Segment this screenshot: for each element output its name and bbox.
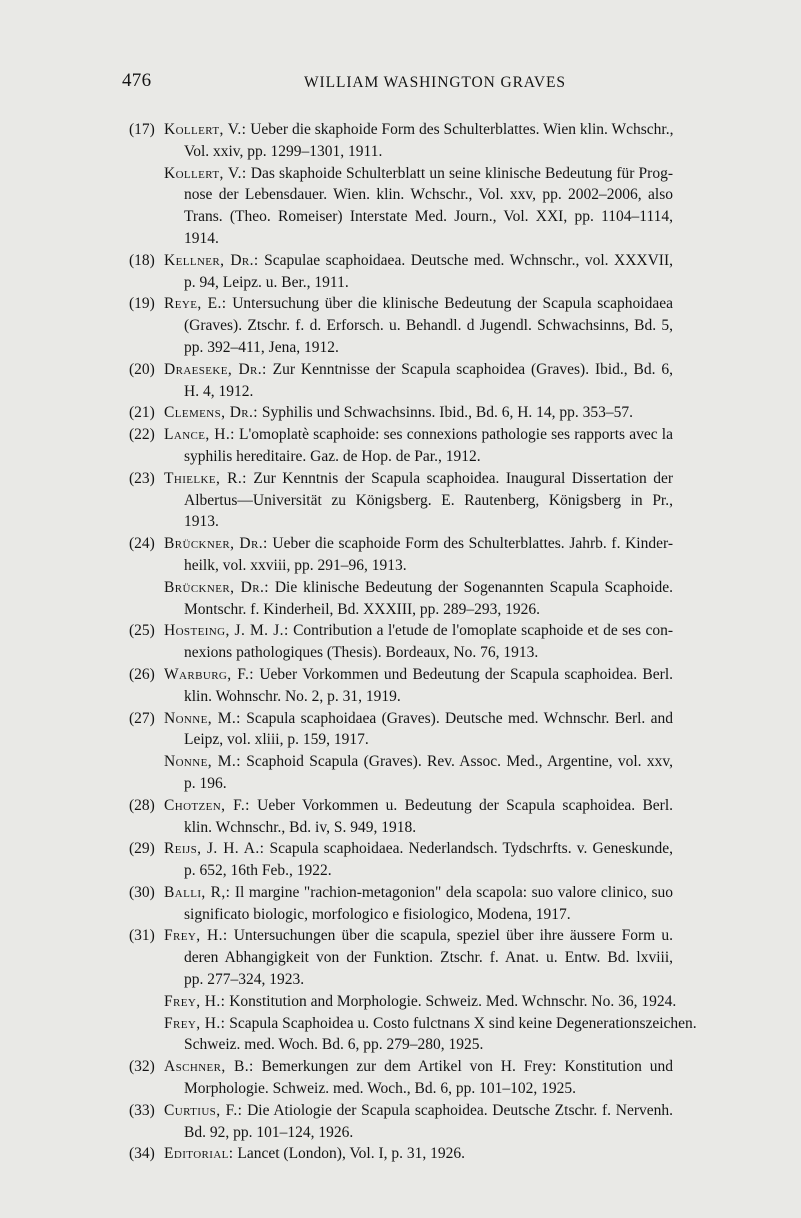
reference-first-line	[164, 1143, 673, 1165]
reference-number: (18)	[129, 251, 155, 269]
reference-author: Curtius, F.:	[164, 1101, 243, 1119]
reference-continuation: 1914.	[184, 229, 219, 247]
reference-continuation: (Graves). Ztschr. f. d. Erforsch. u. Behandl. d Jugendl. Schwachsinns, Bd. 5,	[184, 317, 673, 335]
reference-author: Clemens, Dr.:	[164, 404, 259, 422]
reference-entry	[129, 795, 673, 839]
reference-first-line	[164, 838, 673, 860]
reference-first-line	[164, 751, 673, 773]
reference-continuation: Montschr. f. Kinderheil, Bd. XXXIII, pp. 289–293, 1926.	[184, 600, 541, 618]
reference-first-line	[164, 424, 673, 446]
reference-number: (24)	[129, 535, 155, 553]
reference-continuation: 1913.	[184, 513, 219, 531]
reference-text: Ueber Vorkommen und Bedeutung der Scapula scaphoidea. Berl.	[259, 665, 673, 683]
reference-entry	[129, 1143, 673, 1165]
reference-author: Lance, H.:	[164, 426, 235, 444]
reference-first-line	[164, 1100, 673, 1122]
reference-text: Scapulae scaphoidaea. Deutsche med. Wchnschr., vol. XXXVII,	[264, 251, 674, 269]
reference-author: Brückner, Dr.:	[164, 535, 268, 553]
reference-text: Bemerkungen zur dem Artikel von H. Frey: Konstitution und	[261, 1058, 674, 1076]
reference-entry	[129, 708, 673, 752]
reference-continuation: Trans. (Theo. Romeiser) Interstate Med. Journ., Vol. XXI, pp. 1104–1114,	[184, 208, 673, 226]
reference-entry	[129, 533, 673, 577]
reference-continuation: klin. Wohnschr. No. 2, p. 31, 1919.	[184, 687, 401, 705]
reference-first-line	[164, 1013, 697, 1035]
reference-continuation: H. 4, 1912.	[184, 382, 254, 400]
reference-author: Kollert, V.:	[164, 121, 247, 138]
reference-number: (32)	[129, 1058, 155, 1076]
reference-first-line	[164, 708, 673, 730]
reference-entry	[129, 751, 673, 795]
reference-entry	[129, 359, 673, 403]
reference-continuation: Schweiz. med. Woch. Bd. 6, pp. 279–280, 1925.	[184, 1036, 484, 1054]
reference-entry	[129, 620, 673, 664]
reference-text: Scaphoid Scapula (Graves). Rev. Assoc. Med., Argentine, vol. xxv,	[246, 753, 673, 771]
reference-first-line	[164, 991, 677, 1013]
reference-text: Scapula scaphoidaea. Nederlandsch. Tydschrfts. v. Geneskunde,	[269, 840, 674, 858]
reference-continuation: p. 652, 16th Feb., 1922.	[184, 862, 332, 880]
reference-author: Reijs, J. H. A.:	[164, 840, 265, 858]
reference-text: Zur Kenntnisse der Scapula scaphoidea (Graves). Ibid., Bd. 6,	[272, 360, 674, 378]
reference-author: Frey, H.:	[164, 992, 226, 1010]
reference-number: (17)	[129, 121, 155, 138]
reference-text: Ueber Vorkommen u. Bedeutung der Scapula scaphoidea. Berl.	[257, 796, 674, 814]
reference-entry	[129, 1056, 673, 1100]
reference-entry	[129, 468, 673, 533]
reference-text: Untersuchung über die klinische Bedeutung der Scapula scaphoidaea	[232, 295, 673, 313]
reference-continuation: heilk, vol. xxviii, pp. 291–96, 1913.	[184, 556, 407, 574]
reference-number: (20)	[129, 360, 155, 378]
reference-first-line	[164, 468, 673, 490]
reference-text: Lancet (London), Vol. I, p. 31, 1926.	[237, 1145, 465, 1163]
reference-first-line	[164, 402, 673, 424]
reference-first-line	[164, 533, 673, 555]
reference-continuation: p. 94, Leipz. u. Ber., 1911.	[184, 273, 349, 291]
reference-entry	[129, 1100, 673, 1144]
reference-entry	[129, 250, 673, 294]
page-header	[122, 70, 656, 94]
reference-author: Editorial:	[164, 1145, 234, 1163]
reference-entry	[129, 402, 673, 424]
reference-text: Ueber die skaphoide Form des Schulterblattes. Wien klin. Wchschr.,	[250, 121, 674, 138]
reference-author: Warburg, F.:	[164, 665, 255, 683]
reference-continuation: klin. Wchnschr., Bd. iv, S. 949, 1918.	[184, 818, 417, 836]
reference-author: Reye, E.:	[164, 295, 227, 313]
reference-continuation: Vol. xxiv, pp. 1299–1301, 1911.	[184, 142, 383, 160]
reference-number: (26)	[129, 665, 155, 683]
reference-entry	[129, 577, 673, 621]
reference-number: (31)	[129, 927, 155, 945]
reference-first-line	[164, 882, 673, 904]
reference-continuation: Leipz, vol. xliii, p. 159, 1917.	[184, 731, 369, 749]
reference-number: (22)	[129, 426, 155, 444]
reference-text: Die klinische Bedeutung der Sogenannten Scapula Scaphoide.	[274, 578, 674, 596]
reference-author: Nonne, M.:	[164, 753, 241, 771]
reference-number: (19)	[129, 295, 155, 313]
reference-text: Die Atiologie der Scapula scaphoidea. Deutsche Ztschr. f. Nervenh.	[247, 1101, 674, 1119]
reference-number: (34)	[129, 1145, 155, 1163]
reference-number: (28)	[129, 796, 155, 814]
reference-author: Frey, H.:	[164, 1014, 226, 1032]
reference-text: Untersuchungen über die scapula, speziel über ihre äussere Form u.	[233, 927, 673, 945]
reference-continuation: Bd. 92, pp. 101–124, 1926.	[184, 1123, 354, 1141]
reference-entry	[129, 119, 673, 163]
reference-author: Draeseke, Dr.:	[164, 360, 267, 378]
reference-first-line	[164, 293, 673, 315]
reference-entry	[129, 424, 673, 468]
reference-entry	[129, 293, 673, 358]
reference-number: (21)	[129, 404, 155, 422]
reference-author: Balli, R,:	[164, 883, 231, 901]
reference-text: Scapula Scaphoidea u. Costo fulctnans X sind keine Degenerationszeichen.	[229, 1014, 697, 1032]
reference-text: L'omoplatè scaphoide: ses connexions pathologie ses rapports avec la	[239, 426, 673, 444]
reference-continuation: syphilis hereditaire. Gaz. de Hop. de Par., 1912.	[184, 447, 481, 465]
reference-text: Il margine "rachion-metagonion" dela scapola: suo valore clinico, suo	[234, 883, 674, 901]
reference-continuation: pp. 392–411, Jena, 1912.	[184, 338, 339, 356]
reference-entry	[129, 991, 677, 1013]
reference-text: Scapula scaphoidaea (Graves). Deutsche med. Wchnschr. Berl. and	[246, 709, 673, 727]
reference-entry	[129, 882, 673, 926]
reference-number: (30)	[129, 883, 155, 901]
reference-continuation: nexions pathologiques (Thesis). Bordeaux, No. 76, 1913.	[184, 644, 539, 662]
reference-entry	[129, 1013, 697, 1057]
reference-first-line	[164, 119, 673, 141]
reference-entry	[129, 664, 673, 708]
reference-author: Nonne, M.:	[164, 709, 241, 727]
reference-continuation: Morphologie. Schweiz. med. Woch., Bd. 6, pp. 101–102, 1925.	[184, 1080, 576, 1098]
reference-first-line	[164, 163, 673, 185]
reference-author: Kollert, V.:	[164, 164, 247, 182]
reference-author: Hosteing, J. M. J.:	[164, 622, 289, 640]
reference-first-line	[164, 620, 673, 642]
reference-text: Ueber die scaphoide Form des Schulterblattes. Jahrb. f. Kinder-	[272, 535, 674, 553]
reference-text: Zur Kenntnis der Scapula scaphoidea. Inaugural Dissertation der	[253, 469, 673, 487]
reference-continuation: deren Abhangigkeit von der Funktion. Ztschr. f. Anat. u. Entw. Bd. lxviii,	[184, 949, 673, 967]
reference-continuation: nose der Lebensdauer. Wien. klin. Wchschr., Vol. xxv, pp. 2002–2006, also	[184, 186, 673, 204]
running-head: WILLIAM WASHINGTON GRAVES	[304, 74, 566, 91]
reference-number: (33)	[129, 1101, 155, 1119]
reference-continuation: pp. 277–324, 1923.	[184, 971, 305, 989]
reference-entry	[129, 925, 673, 990]
reference-text: Contribution a l'etude de l'omoplate scaphoide et de ses con-	[293, 622, 674, 640]
reference-first-line	[164, 359, 673, 381]
reference-first-line	[164, 925, 673, 947]
reference-continuation: p. 196.	[184, 774, 227, 792]
reference-first-line	[164, 664, 673, 686]
reference-author: Chotzen, F.:	[164, 796, 250, 814]
reference-author: Aschner, B.:	[164, 1058, 254, 1076]
reference-entry	[129, 163, 673, 250]
page-number: 476	[122, 70, 152, 91]
reference-number: (27)	[129, 709, 155, 727]
reference-text: Konstitution and Morphologie. Schweiz. Med. Wchnschr. No. 36, 1924.	[229, 992, 677, 1010]
reference-number: (23)	[129, 469, 155, 487]
reference-number: (25)	[129, 622, 155, 640]
reference-first-line	[164, 250, 673, 272]
reference-author: Brückner, Dr.:	[164, 578, 269, 596]
reference-continuation: Albertus—Universität zu Königsberg. E. Rautenberg, Königsberg in Pr.,	[184, 491, 673, 509]
reference-first-line	[164, 1056, 673, 1078]
reference-list	[129, 119, 697, 1165]
reference-author: Thielke, R.:	[164, 469, 247, 487]
reference-author: Frey, H.:	[164, 927, 228, 945]
reference-number: (29)	[129, 840, 155, 858]
reference-first-line	[164, 577, 673, 599]
reference-entry	[129, 838, 673, 882]
reference-author: Kellner, Dr.:	[164, 251, 259, 269]
reference-first-line	[164, 795, 673, 817]
reference-text: Syphilis und Schwachsinns. Ibid., Bd. 6, H. 14, pp. 353–57.	[261, 404, 634, 422]
reference-continuation: significato biologic, morfologico e fisiologico, Modena, 1917.	[184, 905, 571, 923]
reference-text: Das skaphoide Schulterblatt un seine klinische Bedeutung für Prog-	[250, 164, 673, 182]
